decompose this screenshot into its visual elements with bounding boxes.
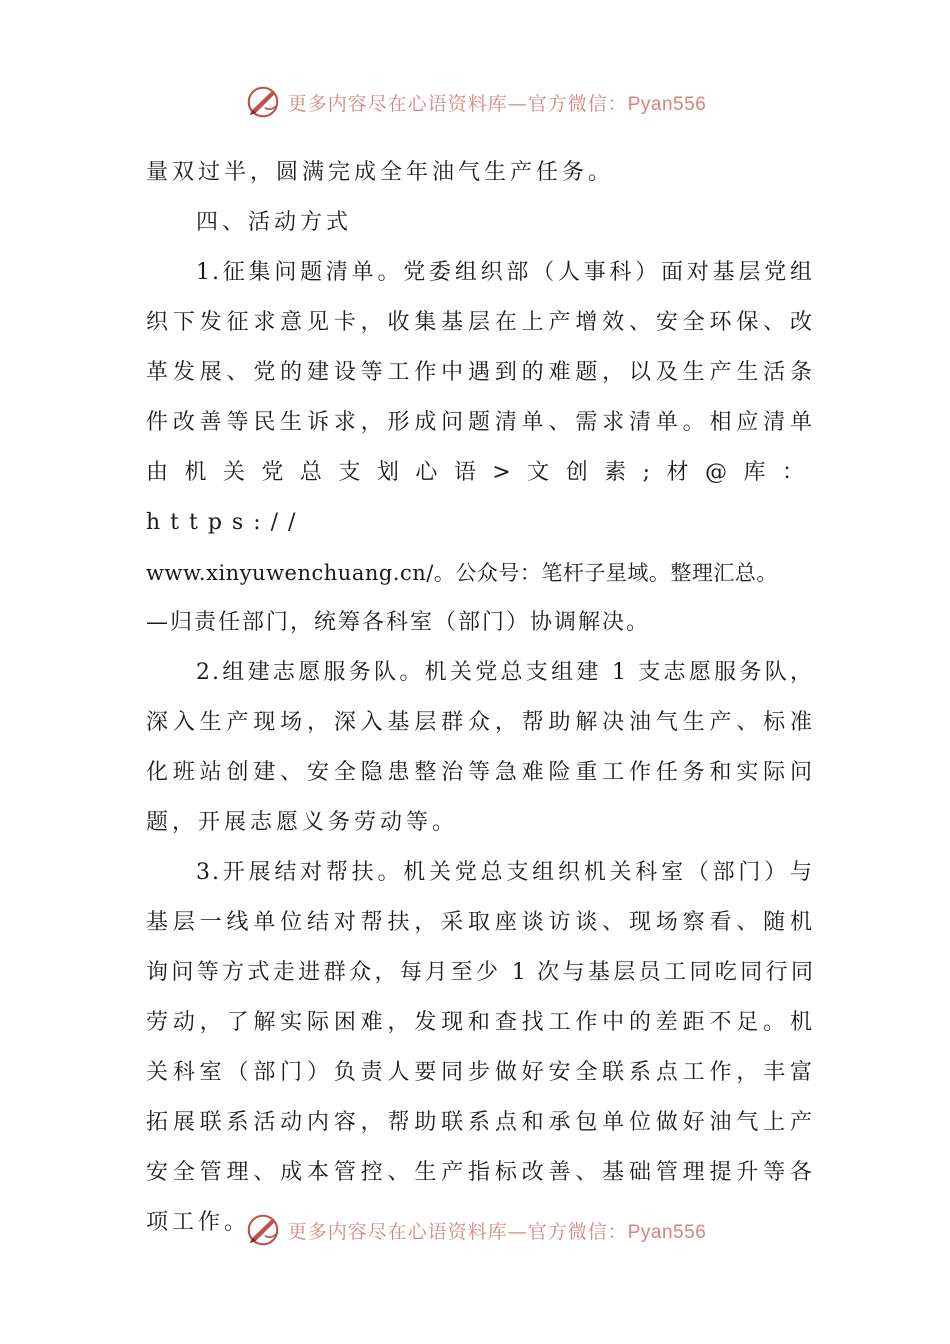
paragraph-line: 化班站创建、安全隐患整治等急难险重工作任务和实际问 <box>146 760 814 785</box>
pen-nib-logo-icon <box>244 1211 282 1249</box>
paragraph-line: 件改善等民生诉求，形成问题清单、需求清单。相应清单 <box>146 410 814 435</box>
header-banner <box>0 80 950 124</box>
paragraph-line: 拓展联系活动内容，帮助联系点和承包单位做好油气上产 <box>146 1110 814 1135</box>
paragraph-line: 1.征集问题清单。党委组织部（人事科）面对基层党组 <box>196 260 814 285</box>
paragraph-line: 题，开展志愿义务劳动等。 <box>146 810 459 835</box>
paragraph-line: —归责任部门，统筹各科室（部门）协调解决。 <box>146 610 651 635</box>
header-banner-text: 更多内容尽在心语资料库—官方微信：Pyan556 <box>287 92 707 115</box>
paragraph-line: www.xinyuwenchuang.cn/。公众号：笔杆子星域。整理汇总。 <box>146 561 778 585</box>
paragraph-line: 询问等方式走进群众，每月至少 1 次与基层员工同吃同行同 <box>146 960 814 985</box>
paragraph-line: 安全管理、成本管控、生产指标改善、基础管理提升等各 <box>146 1160 814 1185</box>
footer-banner <box>0 1208 950 1252</box>
paragraph-line: 项工作。 <box>146 1210 251 1235</box>
footer-banner-text: 更多内容尽在心语资料库—官方微信：Pyan556 <box>287 1220 707 1243</box>
paragraph-line: 织下发征求意见卡，收集基层在上产增效、安全环保、改 <box>146 310 814 335</box>
pen-nib-logo-icon <box>244 83 282 121</box>
paragraph-line: 革发展、党的建设等工作中遇到的难题，以及生产生活条 <box>146 360 814 385</box>
paragraph-line: 2.组建志愿服务队。机关党总支组建 1 支志愿服务队， <box>196 660 814 685</box>
paragraph-line: 3.开展结对帮扶。机关党总支组织机关科室（部门）与 <box>196 860 814 885</box>
paragraph-line: 由机关党总支划心语>文创素;材@库： https:// <box>146 460 814 535</box>
document-body <box>146 148 814 1248</box>
paragraph-line: 基层一线单位结对帮扶，采取座谈访谈、现场察看、随机 <box>146 910 814 935</box>
paragraph-line: 关科室（部门）负责人要同步做好安全联系点工作，丰富 <box>146 1060 814 1085</box>
paragraph-line: 劳动，了解实际困难，发现和查找工作中的差距不足。机 <box>146 1010 814 1035</box>
section-heading: 四、活动方式 <box>196 210 353 235</box>
paragraph-continuation: 量双过半，圆满完成全年油气生产任务。 <box>146 160 615 185</box>
paragraph-line: 深入生产现场，深入基层群众，帮助解决油气生产、标准 <box>146 710 814 735</box>
